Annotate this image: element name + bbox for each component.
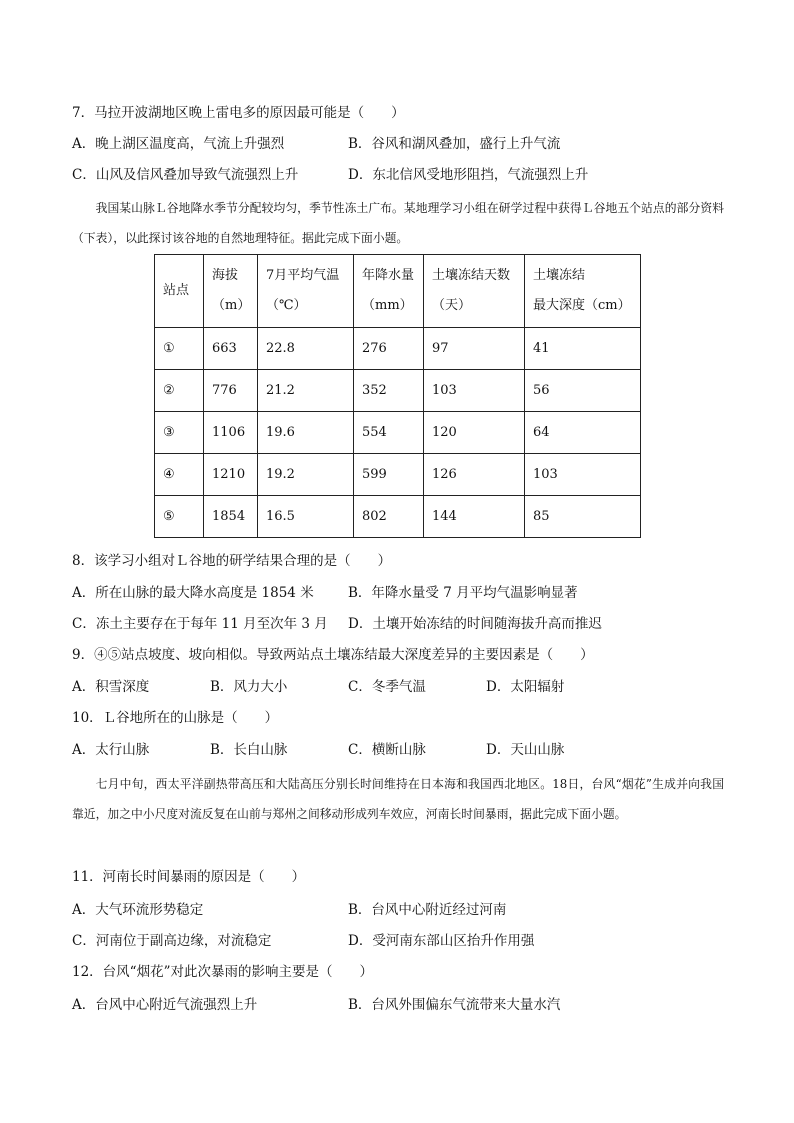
table-cell: 21.2 (258, 370, 354, 412)
table-cell: ② (155, 370, 204, 412)
question-11-stem: 11．河南长时间暴雨的原因是（ ） (72, 869, 306, 885)
question-12-option-a: A．台风中心附近气流强烈上升 (72, 997, 258, 1013)
table-cell: 802 (354, 496, 424, 538)
question-10-stem: 10．Ｌ谷地所在的山脉是（ ） (72, 710, 279, 726)
header-cell: 土壤冻结 最大深度（cm） (525, 255, 641, 328)
question-7-option-c: C．山风及信风叠加导致气流强烈上升 (72, 167, 299, 183)
passage-henan-rainstorm: 七月中旬，西太平洋副热带高压和大陆高压分别长时间维持在日本海和我国西北地区。18日，台风“烟花”生成并向我国靠近，加之中小尺度对流反复在山前与郑州之间移动形成列车效应，河南长时间暴雨，据此完成下面小题。 (72, 777, 724, 821)
table-cell: ⑤ (155, 496, 204, 538)
table-cell: 276 (354, 328, 424, 370)
header-cell: 土壤冻结天数 （天） (424, 255, 525, 328)
table-cell: 103 (424, 370, 525, 412)
question-10-option-d: D．天山山脉 (486, 742, 565, 758)
table-cell: 554 (354, 412, 424, 454)
table-cell: ① (155, 328, 204, 370)
header-cell: 海拔 （m） (204, 255, 258, 328)
table-cell: 19.6 (258, 412, 354, 454)
question-11-option-b: B．台风中心附近经过河南 (348, 902, 507, 918)
table-cell: 144 (424, 496, 525, 538)
table-cell: 120 (424, 412, 525, 454)
table-cell: 85 (525, 496, 641, 538)
question-9-option-a: A．积雪深度 (72, 679, 150, 695)
question-10-option-b: B．长白山脉 (210, 742, 288, 758)
table-cell: 56 (525, 370, 641, 412)
question-7-stem: 7．马拉开波湖地区晚上雷电多的原因最可能是（ ） (72, 105, 405, 121)
header-cell: 站点 (155, 255, 204, 328)
table-cell: 126 (424, 454, 525, 496)
table-row (155, 370, 641, 412)
question-11-option-a: A．大气环流形势稳定 (72, 902, 204, 918)
table-cell: 97 (424, 328, 525, 370)
question-9-option-b: B．风力大小 (210, 679, 288, 695)
table-cell: 1854 (204, 496, 258, 538)
passage-l-valley: 我国某山脉Ｌ谷地降水季节分配较均匀，季节性冻土广布。某地理学习小组在研学过程中获得Ｌ谷地五个站点的部分资料（下表），以此探讨该谷地的自然地理特征。据此完成下面小题。 (72, 201, 724, 245)
question-9-option-d: D．太阳辐射 (486, 679, 565, 695)
table-cell: 776 (204, 370, 258, 412)
question-8-stem: 8．该学习小组对Ｌ谷地的研学结果合理的是（ ） (72, 553, 392, 569)
table-cell: ③ (155, 412, 204, 454)
question-11-option-d: D．受河南东部山区抬升作用强 (348, 933, 535, 949)
table-row (155, 328, 641, 370)
question-8-option-d: D．土壤开始冻结的时间随海拔升高而推迟 (348, 616, 602, 632)
table-cell: 19.2 (258, 454, 354, 496)
question-10-option-a: A．太行山脉 (72, 742, 150, 758)
question-10-option-c: C．横断山脉 (348, 742, 426, 758)
question-11-option-c: C．河南位于副高边缘，对流稳定 (72, 933, 272, 949)
table-row (155, 454, 641, 496)
header-cell: 7月平均气温 （℃） (258, 255, 354, 328)
question-12-stem: 12．台风“烟花”对此次暴雨的影响主要是（ ） (72, 964, 373, 980)
table-cell: 1106 (204, 412, 258, 454)
question-8-option-b: B．年降水量受 7 月平均气温影响显著 (348, 585, 578, 601)
table-cell: ④ (155, 454, 204, 496)
question-7-option-a: A．晚上湖区温度高，气流上升强烈 (72, 136, 285, 152)
table-cell: 1210 (204, 454, 258, 496)
table-cell: 103 (525, 454, 641, 496)
table-cell: 663 (204, 328, 258, 370)
question-7-option-b: B．谷风和湖风叠加，盛行上升气流 (348, 136, 561, 152)
table-cell: 599 (354, 454, 424, 496)
table-cell: 352 (354, 370, 424, 412)
table-row (155, 496, 641, 538)
table-cell: 22.8 (258, 328, 354, 370)
question-7-option-d: D．东北信风受地形阻挡，气流强烈上升 (348, 167, 589, 183)
question-9-option-c: C．冬季气温 (348, 679, 426, 695)
header-cell: 年降水量 （mm） (354, 255, 424, 328)
table-header-row (155, 255, 641, 328)
table-row (155, 412, 641, 454)
question-12-option-b: B．台风外围偏东气流带来大量水汽 (348, 997, 561, 1013)
question-8-option-c: C．冻土主要存在于每年 11 月至次年 3 月 (72, 616, 328, 632)
question-9-stem: 9．④⑤站点坡度、坡向相似。导致两站点土壤冻结最大深度差异的主要因素是（ ） (72, 647, 594, 663)
station-data-table (154, 254, 641, 538)
table-cell: 16.5 (258, 496, 354, 538)
table-cell: 64 (525, 412, 641, 454)
question-8-option-a: A．所在山脉的最大降水高度是 1854 米 (72, 585, 314, 601)
table-cell: 41 (525, 328, 641, 370)
